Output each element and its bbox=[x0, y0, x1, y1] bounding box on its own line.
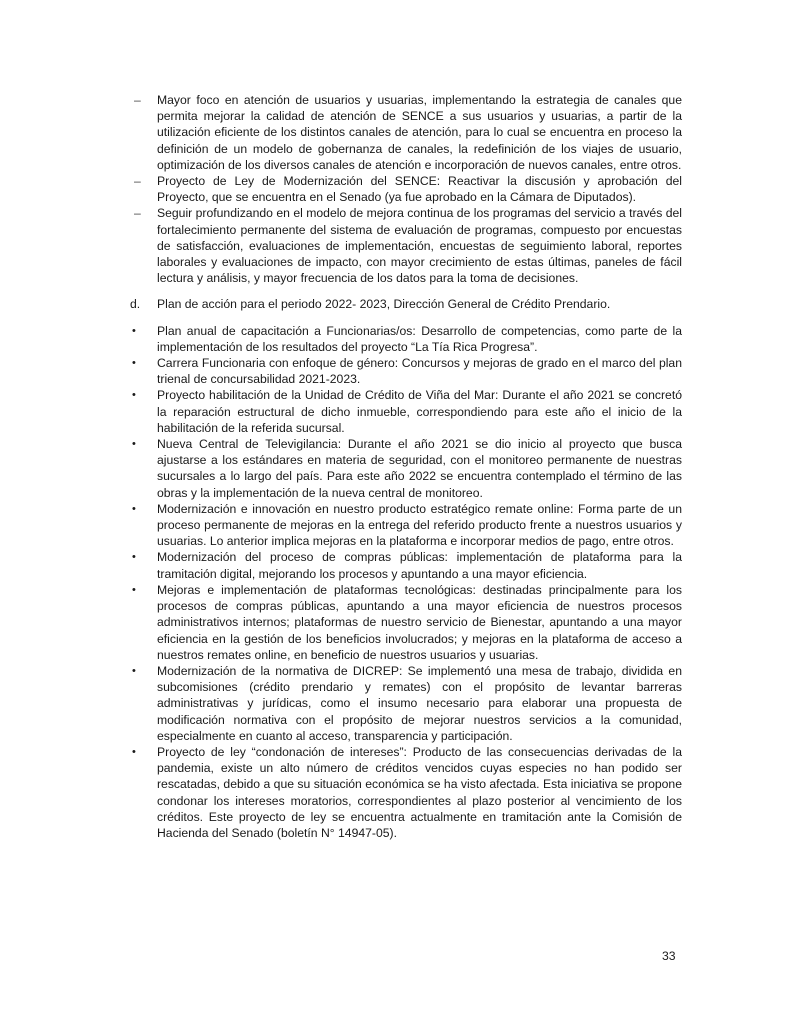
bullet-list-item bbox=[130, 744, 682, 841]
bullet-marker: • bbox=[132, 438, 136, 451]
dash-item-text: Seguir profundizando en el modelo de mejora continua de los programas del servicio a través del fortalecimiento permanente del sistema de evaluación de programas, compuesto por encuestas de satisfacción, evaluaciones de implementación, encuestas de seguimiento laboral, reportes laborales y evaluaciones de impacto, con mayor crecimiento de estas últimas, paneles de fácil lectura y análisis, y mayor frecuencia de los datos para la toma de decisiones. bbox=[157, 206, 682, 286]
dash-list-item bbox=[130, 205, 682, 286]
bullet-item-text: Mejoras e implementación de plataformas tecnológicas: destinadas principalmente para los procesos de compras públicas, apuntando a una mayor eficiencia de nuestros procesos administrativos internos; plataformas de nuestro servicio de Bienestar, apuntando a una mayor eficiencia en la gestión de los beneficios involucrados; y mejoras en la plataforma de acceso a nuestros remates online, en beneficio de nuestros usuarios y usuarias. bbox=[157, 582, 682, 662]
dash-list bbox=[130, 92, 682, 286]
bullet-item-text: Carrera Funcionaria con enfoque de género: Concursos y mejoras de grado en el marco del plan trienal de concursabilidad 2021-2023. bbox=[157, 356, 682, 387]
bullet-list-item bbox=[130, 582, 682, 663]
bullet-marker: • bbox=[132, 664, 136, 677]
dash-marker: – bbox=[134, 93, 141, 107]
bullet-list-item bbox=[130, 436, 682, 501]
bullet-item-text: Plan anual de capacitación a Funcionarias/os: Desarrollo de competencias, como parte de la implementación de los resultados del proyecto “La Tía Rica Progresa”. bbox=[157, 323, 682, 354]
bullet-item-text: Nueva Central de Televigilancia: Durante el año 2021 se dio inicio al proyecto que busca ajustarse a los estándares en materia de seguridad, con el monitoreo permanente de nuestras sucursales a lo largo del país. Para este año 2022 se encuentra contemplado el término de las obras y la implementación de la nueva central de monitoreo. bbox=[157, 437, 682, 500]
dash-marker: – bbox=[134, 174, 141, 189]
dash-item-text: Proyecto de Ley de Modernización del SENCE: Reactivar la discusión y aprobación del Proyecto, que se encuentra en el Senado (ya fue aprobado en la Cámara de Diputados). bbox=[157, 174, 682, 205]
dash-list-item bbox=[130, 173, 682, 205]
bullet-marker: • bbox=[132, 551, 136, 564]
bullet-marker: • bbox=[132, 745, 136, 758]
bullet-list-item bbox=[130, 501, 682, 550]
bullet-list-item bbox=[130, 549, 682, 581]
bullet-marker: • bbox=[132, 389, 136, 402]
section-marker: d. bbox=[130, 297, 141, 312]
bullet-marker: • bbox=[132, 324, 136, 337]
page-number: 33 bbox=[662, 949, 676, 963]
bullet-list-item bbox=[130, 323, 682, 355]
bullet-marker: • bbox=[132, 583, 136, 596]
bullet-marker: • bbox=[132, 357, 136, 370]
dash-list-item bbox=[130, 92, 682, 173]
section-title: Plan de acción para el periodo 2022- 2023, Dirección General de Crédito Prendario. bbox=[157, 297, 611, 312]
bullet-list-item bbox=[130, 387, 682, 436]
dash-item-text: Mayor foco en atención de usuarios y usuarias, implementando la estrategia de canales que permita mejorar la calidad de atención de SENCE a sus usuarios y usuarias, a partir de la utilización eficiente de los distintos canales de atención, para lo cual se encuentra en proceso la definición de un modelo de gobernanza de canales, la redefinición de los viajes de usuario, optimización de los diversos canales de atención e incorporación de nuevos canales, entre otros. bbox=[157, 93, 682, 172]
bullet-item-text: Proyecto de ley “condonación de intereses”: Producto de las consecuencias derivadas de la pandemia, existe un alto número de créditos vencidos cuyas especies no han podido ser rescatadas, debido a que su situación económica se ha visto afectada. Esta iniciativa se propone condonar los intereses moratorios, correspondientes al plazo posterior al vencimiento de los créditos. Este proyecto de ley se encuentra actualmente en tramitación ante la Comisión de Hacienda del Senado (boletín N° 14947-05). bbox=[157, 744, 682, 840]
bullet-item-text: Proyecto habilitación de la Unidad de Crédito de Viña del Mar: Durante el año 2021 se concretó la reparación estructural de dicho inmueble, correspondiendo para este año el inicio de la habilitación de la referida sucursal. bbox=[157, 388, 682, 435]
bullet-item-text: Modernización de la normativa de DICREP: Se implementó una mesa de trabajo, dividida en subcomisiones (crédito prendario y remates) con el propósito de levantar barreras administrativas y jurídicas, como el insumo necesario para elaborar una propuesta de modificación normativa con el propósito de mejorar nuestros servicios a la comunidad, especialmente en cuanto al acceso, transparencia y participación. bbox=[157, 663, 682, 743]
bullet-item-text: Modernización e innovación en nuestro producto estratégico remate online: Forma parte de un proceso permanente de mejoras en la entrega del referido producto frente a nuestros usuarios y usuarias. Lo anterior implica mejoras en la plataforma e incorporar medios de pago, entre otros. bbox=[157, 501, 682, 549]
dash-marker: – bbox=[134, 206, 141, 221]
bullet-item-text: Modernización del proceso de compras públicas: implementación de plataforma para la tramitación digital, mejorando los procesos y apuntando a una mayor eficiencia. bbox=[157, 550, 682, 581]
bullet-marker: • bbox=[132, 502, 136, 515]
bullet-list-item bbox=[130, 355, 682, 387]
page-body bbox=[130, 92, 682, 841]
bullet-list-item bbox=[130, 663, 682, 744]
section-heading bbox=[130, 296, 682, 312]
bullet-list bbox=[130, 323, 682, 842]
